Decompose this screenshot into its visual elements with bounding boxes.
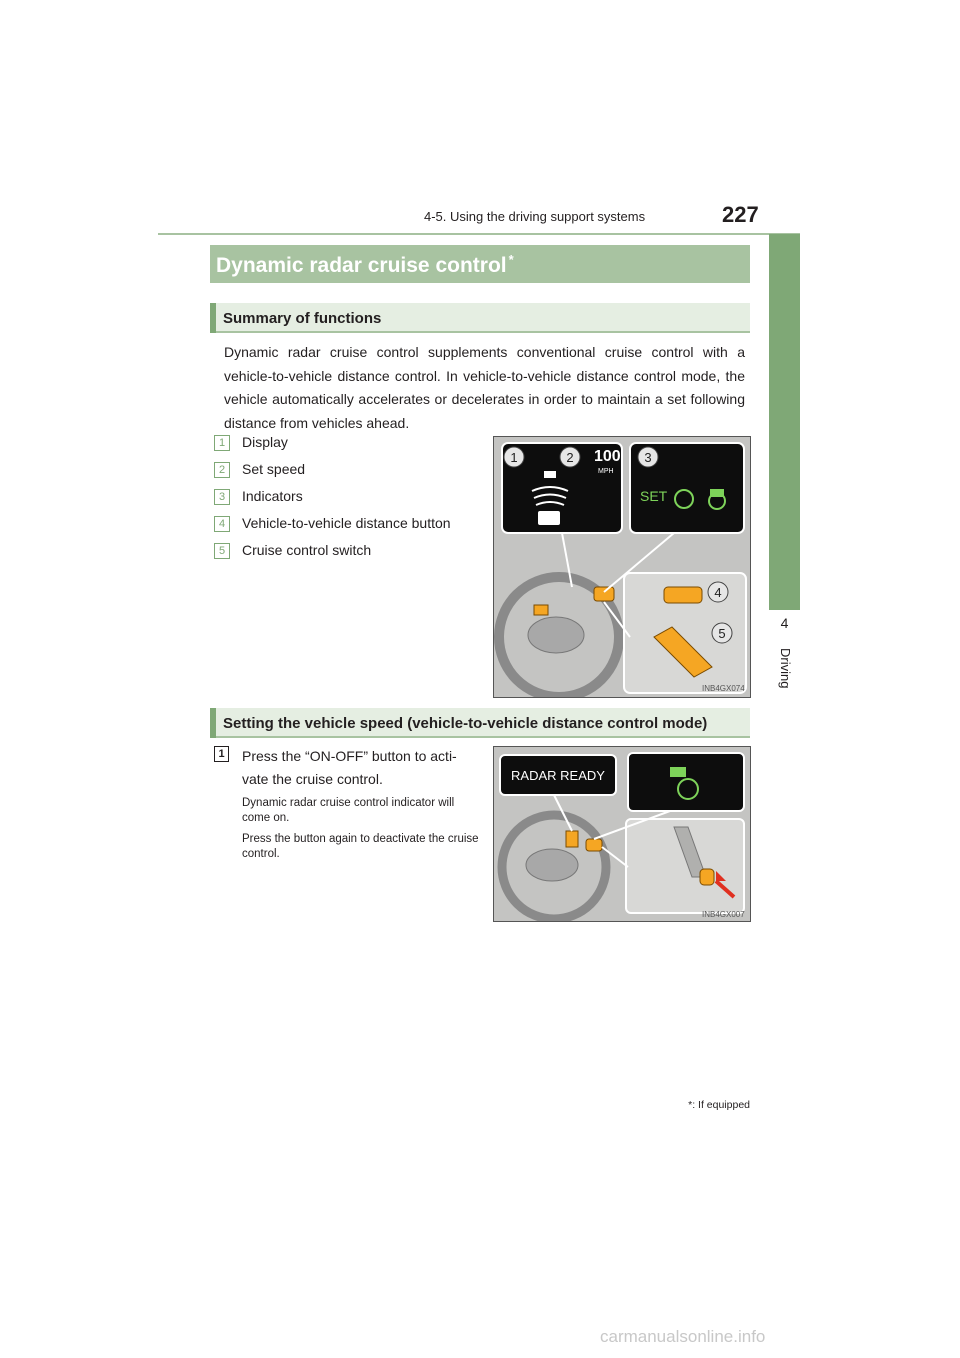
callout-4: 4 [714, 585, 722, 600]
figure-code: INB4GX007 [702, 910, 745, 919]
list-item [214, 488, 303, 505]
item-number: 2 [214, 462, 230, 478]
main-title [216, 252, 514, 278]
item-number: 5 [214, 543, 230, 559]
set-indicator: SET [640, 488, 668, 504]
step-note: Dynamic radar cruise control indicator will come on. [242, 797, 455, 824]
figure-code: INB4GX074 [702, 684, 745, 693]
item-number: 4 [214, 516, 230, 532]
callout-3: 3 [644, 450, 652, 465]
item-number: 3 [214, 489, 230, 505]
item-label: Vehicle-to-vehicle distance button [242, 515, 451, 531]
watermark: carmanualsonline.info [600, 1327, 766, 1346]
setting-heading-accent [210, 708, 216, 738]
cruise-control-overview-figure [493, 436, 751, 698]
list-item [214, 542, 371, 559]
page-number: 227 [722, 202, 759, 227]
list-item [214, 461, 305, 478]
cruise-control-illustration [494, 437, 750, 697]
step-number: 1 [214, 746, 229, 762]
step-text: Press the “ON-OFF” button to acti- vate the cruise control. [242, 748, 457, 787]
footnote-text: : If equipped [692, 1099, 750, 1111]
main-title-text: Dynamic radar cruise control [216, 254, 507, 277]
chapter-label: Driving [778, 648, 793, 689]
footnote-marker: * [688, 1099, 693, 1111]
step-note: Press the button again to deactivate the cruise control. [242, 833, 479, 860]
item-label: Cruise control switch [242, 542, 372, 558]
callout-5: 5 [718, 626, 726, 641]
section-path: 4-5. Using the driving support systems [424, 209, 646, 224]
callout-2: 2 [566, 450, 574, 465]
radar-ready-figure [493, 746, 751, 922]
item-label: Display [242, 434, 288, 450]
equipment-marker: * [508, 252, 514, 267]
chapter-tab [769, 234, 800, 610]
list-item [214, 434, 288, 451]
intro-paragraph: Dynamic radar cruise control supplements conventional cruise control with a vehicle-to-vehicle distance control. In vehicle-to-vehicle distance control mode, the vehicle automatically accelerates or decelerates in order to maintain a set following distance from vehicles ahead. [224, 344, 745, 431]
list-item [214, 515, 451, 532]
set-speed-value: 100 [594, 448, 621, 465]
item-label: Set speed [242, 461, 306, 477]
radar-ready-display: RADAR READY [511, 768, 605, 783]
header-rule [158, 233, 800, 235]
summary-heading: Summary of functions [223, 310, 382, 327]
item-label: Indicators [242, 488, 303, 504]
item-number: 1 [214, 435, 230, 451]
summary-heading-accent [210, 303, 216, 333]
setting-heading: Setting the vehicle speed (vehicle-to-vehicle distance control mode) [223, 715, 708, 732]
speed-unit: MPH [598, 468, 614, 475]
radar-ready-illustration [494, 747, 750, 921]
footnote [640, 1099, 750, 1111]
callout-1: 1 [510, 450, 518, 465]
chapter-number: 4 [780, 615, 789, 631]
